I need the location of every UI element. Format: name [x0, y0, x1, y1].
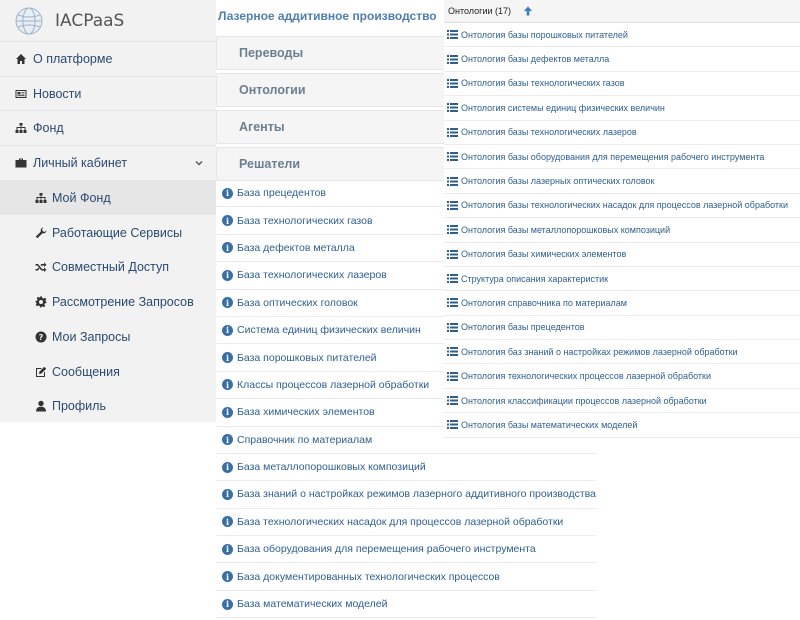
- list-icon: [447, 396, 458, 405]
- ontology-item[interactable]: [444, 340, 800, 364]
- arrow-up-icon[interactable]: [523, 6, 533, 16]
- sidebar-item-services[interactable]: [0, 215, 216, 250]
- ontology-item[interactable]: [444, 47, 800, 71]
- info-icon: i: [222, 270, 233, 281]
- resource-item-label: База технологических насадок для процессов лазерной обработки: [237, 515, 564, 528]
- sidebar-item-label: Сообщения: [52, 364, 120, 379]
- list-icon: [447, 177, 458, 186]
- sidebar-item-fund[interactable]: [0, 111, 216, 146]
- resource-item-label: База технологических лазеров: [237, 269, 387, 282]
- ontologies-panel: [444, 0, 800, 440]
- sidebar-item-my-requests[interactable]: [0, 320, 216, 355]
- ontology-item-label: Онтология базы математических моделей: [461, 419, 638, 430]
- list-icon: [447, 274, 458, 283]
- resource-item-label: База химических элементов: [237, 406, 375, 419]
- info-icon: i: [222, 544, 233, 555]
- question-icon: [34, 330, 48, 344]
- ontologies-count-label: Онтологии (17): [448, 6, 511, 16]
- info-icon: i: [222, 489, 233, 500]
- cog-icon: [34, 295, 48, 309]
- briefcase-icon: [14, 156, 28, 170]
- sidebar-item-label: Совместный Доступ: [52, 260, 170, 275]
- list-icon: [447, 372, 458, 381]
- ontology-item-label: Онтология базы лазерных оптических головок: [461, 176, 655, 187]
- wrench-icon: [34, 226, 48, 240]
- ontology-item[interactable]: [444, 96, 800, 120]
- ontology-item-label: Онтология системы единиц физических величин: [461, 102, 665, 113]
- ontology-item[interactable]: [444, 267, 800, 291]
- ontology-item-label: Онтология базы технологических лазеров: [461, 127, 637, 138]
- sidebar-item-label: Фонд: [33, 121, 64, 136]
- list-icon: [447, 225, 458, 234]
- ontology-item-label: Онтология технологических процессов лазерной обработки: [461, 371, 712, 382]
- sidebar-item-platform[interactable]: [0, 42, 216, 77]
- resource-item[interactable]: [216, 563, 596, 590]
- sidebar-item-shared-access[interactable]: [0, 250, 216, 285]
- info-icon: i: [222, 352, 233, 363]
- list-icon: [447, 347, 458, 356]
- list-icon: [447, 103, 458, 112]
- ontology-item[interactable]: [444, 364, 800, 388]
- info-icon: i: [222, 407, 233, 418]
- ontology-item[interactable]: [444, 194, 800, 218]
- newspaper-icon: [14, 87, 28, 101]
- sidebar-item-label: Мой Фонд: [52, 191, 111, 206]
- info-icon: i: [222, 297, 233, 308]
- list-icon: [447, 201, 458, 210]
- sidebar-item-label: Мои Запросы: [52, 329, 131, 344]
- info-icon: i: [222, 516, 233, 527]
- ontology-item-label: Онтология справочника по материалам: [461, 297, 627, 308]
- ontology-item-label: Структура описания характеристик: [461, 273, 609, 284]
- list-icon: [447, 152, 458, 161]
- ontology-item[interactable]: [444, 23, 800, 47]
- resource-item-label: База знаний о настройках режимов лазерного аддитивного производства: [237, 488, 596, 501]
- info-icon: i: [222, 242, 233, 253]
- resource-item[interactable]: [216, 481, 596, 508]
- sidebar-item-requests-review[interactable]: [0, 285, 216, 320]
- resource-item[interactable]: [216, 454, 596, 481]
- resource-item-label: Справочник по материалам: [237, 433, 373, 446]
- sitemap-icon: [34, 191, 48, 205]
- info-icon: i: [222, 188, 233, 199]
- sidebar-item-my-fund[interactable]: [0, 181, 216, 216]
- ontology-item[interactable]: [444, 316, 800, 340]
- ontology-item-label: Онтология базы прецедентов: [461, 322, 585, 333]
- chevron-down-icon[interactable]: [194, 157, 204, 167]
- list-icon: [447, 298, 458, 307]
- ontology-item[interactable]: [444, 121, 800, 145]
- resource-item-label: База дефектов металла: [237, 241, 355, 254]
- globe-logo-icon: [14, 6, 44, 36]
- ontology-item[interactable]: [444, 413, 800, 437]
- ontology-item[interactable]: [444, 72, 800, 96]
- ontology-item-label: Онтология базы металлопорошковых композиций: [461, 224, 671, 235]
- resource-item-label: База прецедентов: [237, 187, 326, 200]
- ontology-item-label: Онтология классификации процессов лазерной обработки: [461, 395, 707, 406]
- shuffle-icon: [34, 260, 48, 274]
- ontology-item-label: Онтология базы оборудования для перемещения рабочего инструмента: [461, 151, 765, 162]
- logo[interactable]: [0, 0, 216, 42]
- ontology-item[interactable]: [444, 145, 800, 169]
- sidebar-item-label: Рассмотрение Запросов: [52, 295, 194, 310]
- panel-title: Лазерное аддитивное производство: [218, 9, 437, 23]
- ontology-item[interactable]: [444, 169, 800, 193]
- info-icon: i: [222, 599, 233, 610]
- edit-icon: [34, 365, 48, 379]
- sidebar-item-profile[interactable]: [0, 389, 216, 424]
- ontologies-header: [444, 0, 800, 23]
- resource-item-label: Классы процессов лазерной обработки: [237, 378, 430, 391]
- ontology-item[interactable]: [444, 389, 800, 413]
- sidebar-item-label: Личный кабинет: [33, 155, 128, 170]
- ontology-item-label: Онтология базы химических элементов: [461, 249, 627, 260]
- svg-text:?: ?: [38, 332, 44, 342]
- sidebar-item-label: О платформе: [33, 51, 113, 66]
- list-icon: [447, 420, 458, 429]
- ontologies-list: [444, 23, 800, 438]
- resource-item[interactable]: [216, 591, 596, 618]
- brand-name: IACPaaS: [55, 10, 125, 31]
- resource-item-label: База технологических газов: [237, 214, 373, 227]
- section-ontologies[interactable]: Онтологии: [216, 73, 445, 107]
- ontology-item-label: Онтология базы дефектов металла: [461, 54, 610, 65]
- user-icon: [34, 399, 48, 413]
- info-icon: i: [222, 325, 233, 336]
- resource-item[interactable]: [216, 509, 596, 536]
- resource-item-label: Система единиц физических величин: [237, 324, 421, 337]
- ontology-item[interactable]: [444, 291, 800, 315]
- ontology-item-label: Онтология базы порошковых питателей: [461, 29, 628, 40]
- list-icon: [447, 250, 458, 259]
- sidebar-item-news[interactable]: [0, 77, 216, 112]
- sidebar-item-cabinet[interactable]: [0, 146, 216, 181]
- resource-item-label: База оптических головок: [237, 296, 358, 309]
- sidebar-item-label: Профиль: [52, 399, 106, 414]
- info-icon: i: [222, 434, 233, 445]
- resource-item-label: База металлопорошковых композиций: [237, 461, 426, 474]
- section-translations[interactable]: Переводы: [216, 36, 445, 70]
- list-icon: [447, 323, 458, 332]
- resource-item-label: База порошковых питателей: [237, 351, 377, 364]
- list-icon: [447, 128, 458, 137]
- sidebar-item-messages[interactable]: [0, 354, 216, 389]
- home-icon: [14, 52, 28, 66]
- ontology-item-label: Онтология базы технологических газов: [461, 78, 625, 89]
- ontology-item[interactable]: [444, 243, 800, 267]
- list-icon: [447, 30, 458, 39]
- info-icon: i: [222, 571, 233, 582]
- list-icon: [447, 79, 458, 88]
- resource-item-label: База оборудования для перемещения рабочего инструмента: [237, 543, 536, 556]
- resource-item-label: База математических моделей: [237, 598, 388, 611]
- resource-item[interactable]: [216, 536, 596, 563]
- section-agents[interactable]: Агенты: [216, 110, 445, 144]
- info-icon: i: [222, 215, 233, 226]
- info-icon: i: [222, 462, 233, 473]
- info-icon: i: [222, 379, 233, 390]
- sidebar-item-label: Работающие Сервисы: [52, 225, 183, 240]
- section-solvers[interactable]: Решатели: [216, 147, 445, 181]
- sidebar-item-label: Новости: [33, 86, 82, 101]
- sidebar: [0, 0, 216, 422]
- list-icon: [447, 55, 458, 64]
- sitemap-icon: [14, 121, 28, 135]
- ontology-item-label: Онтология баз знаний о настройках режимов лазерной обработки: [461, 346, 738, 357]
- resource-item-label: База документированных технологических процессов: [237, 570, 500, 583]
- ontology-item-label: Онтология базы технологических насадок для процессов лазерной обработки: [461, 200, 789, 211]
- ontology-item[interactable]: [444, 218, 800, 242]
